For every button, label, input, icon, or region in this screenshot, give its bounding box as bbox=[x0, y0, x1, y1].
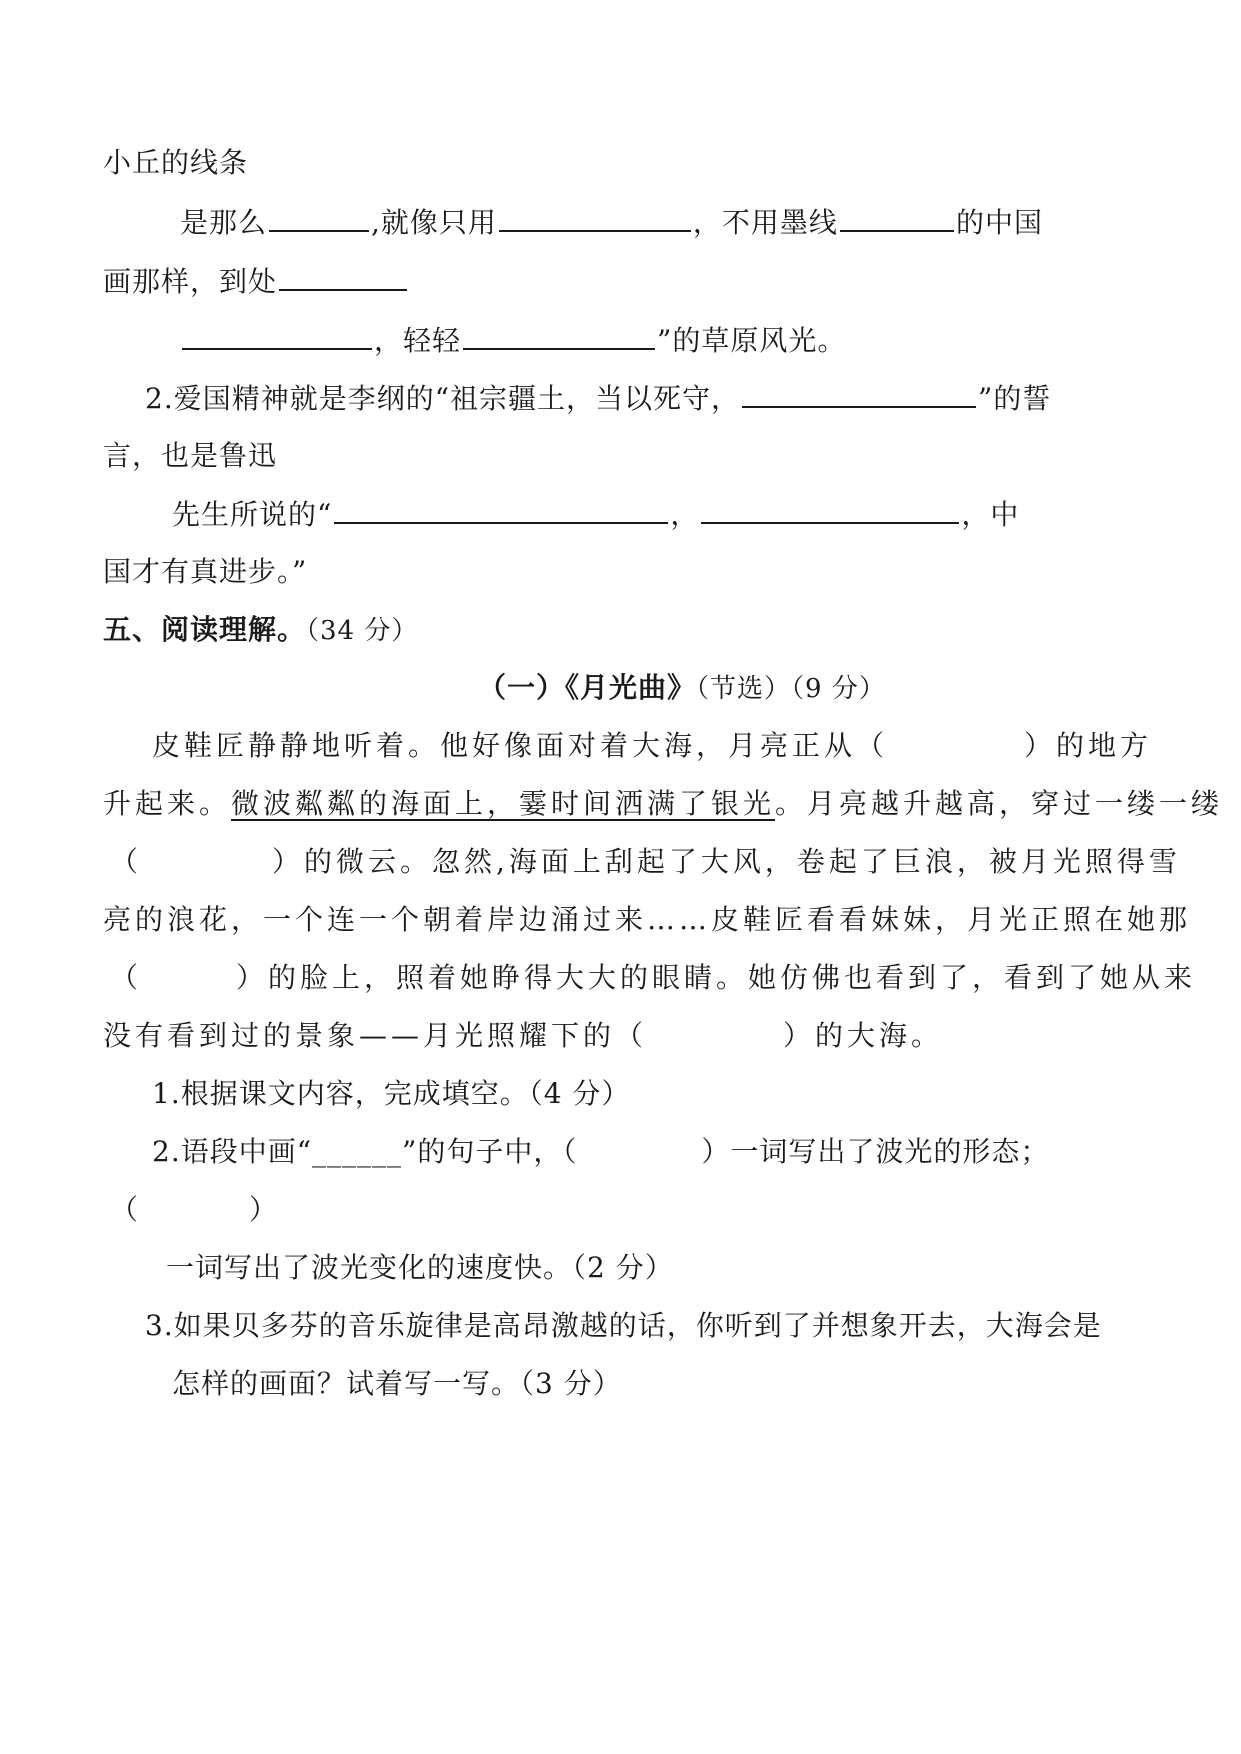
passage-line-2: 升起来。微波粼粼的海面上，霎时间洒满了银光。月亮越升越高，穿过一缕一缕 bbox=[103, 787, 1224, 820]
passage-title: （一）《月光曲》（节选）（9 分） bbox=[478, 671, 886, 704]
question-2: 2.语段中画“______”的句子中，（ ）一词写出了波光的形态； bbox=[152, 1135, 1050, 1168]
q2-line-4: 国才有真进步。” bbox=[103, 555, 308, 588]
q2-line-1: 2.爱国精神就是李纲的“祖宗疆土，当以死守， ”的誓 bbox=[145, 378, 1051, 419]
fill-blank[interactable] bbox=[701, 494, 959, 524]
fill-blank[interactable] bbox=[334, 494, 668, 524]
poem-line-4: ，轻轻 ”的草原风光。 bbox=[180, 320, 846, 361]
underlined-sentence: 微波粼粼的海面上，霎时间洒满了银光 bbox=[231, 787, 776, 820]
question-2-line-2: （ ） bbox=[110, 1193, 279, 1226]
passage-line-5: （ ）的脸上，照着她睁得大大的眼睛。她仿佛也看到了，看到了她从来 bbox=[110, 961, 1197, 994]
passage-line-3: （ ）的微云。忽然,海面上刮起了大风，卷起了巨浪，被月光照得雪 bbox=[110, 845, 1181, 878]
poem-line-2: 是那么 ,就像只用 ，不用墨线 的中国 bbox=[180, 202, 1043, 243]
passage-line-6: 没有看到过的景象——月光照耀下的（ ）的大海。 bbox=[103, 1019, 944, 1052]
fill-blank[interactable] bbox=[742, 378, 976, 408]
question-1: 1.根据课文内容，完成填空。（4 分） bbox=[152, 1077, 631, 1110]
q2-line-2: 言，也是鲁迅 bbox=[103, 439, 278, 472]
q2-line-3: 先生所说的“ ， ，中 bbox=[172, 494, 1019, 535]
question-3: 3.如果贝多芬的音乐旋律是高昂激越的话，你听到了并想象开去，大海会是 bbox=[145, 1309, 1102, 1342]
fill-blank[interactable] bbox=[499, 202, 691, 232]
fill-blank[interactable] bbox=[182, 320, 372, 350]
question-3-line-2: 怎样的画面？试着写一写。（3 分） bbox=[172, 1367, 622, 1400]
fill-blank[interactable] bbox=[279, 261, 407, 291]
poem-line-3: 画那样，到处 bbox=[103, 261, 409, 302]
passage-line-4: 亮的浪花，一个连一个朝着岸边涌过来……皮鞋匠看看妹妹，月光正照在她那 bbox=[103, 903, 1192, 936]
fill-blank[interactable] bbox=[269, 202, 369, 232]
question-2-line-3: 一词写出了波光变化的速度快。（2 分） bbox=[166, 1251, 674, 1284]
fill-blank[interactable] bbox=[840, 202, 954, 232]
passage-line-1: 皮鞋匠静静地听着。他好像面对着大海，月亮正从（ ）的地方 bbox=[152, 729, 1153, 762]
section-heading: 五、阅读理解。（34 分） bbox=[103, 613, 419, 646]
poem-line-1: 小丘的线条 bbox=[103, 146, 249, 179]
fill-blank[interactable] bbox=[463, 320, 655, 350]
